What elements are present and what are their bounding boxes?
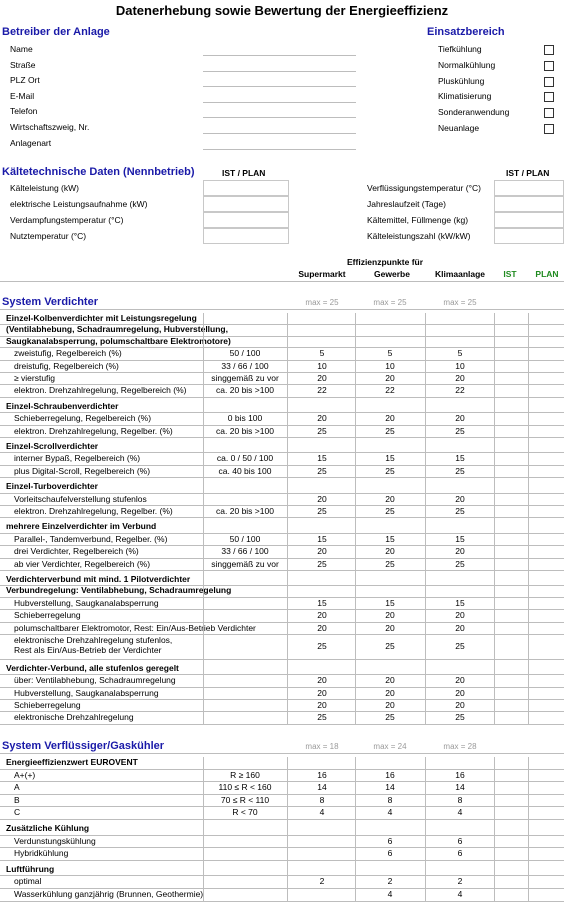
kaelte-right-input[interactable] — [494, 180, 564, 196]
table-row-range: R ≥ 160 — [230, 769, 260, 780]
table-row-label-2: Rest als Ein/Aus-Betrieb der Verdichter — [14, 645, 162, 656]
verdichter-heading: System Verdichter — [2, 296, 98, 308]
table-row-range: 50 / 100 — [229, 533, 261, 544]
table-row-label: Schieberregelung — [14, 610, 81, 621]
row-divider — [0, 819, 564, 820]
column-divider — [528, 313, 529, 724]
points-cell: 15 — [385, 453, 395, 464]
group-header: Zusätzliche Kühlung — [6, 823, 90, 833]
einsatz-option-label: Klimatisierung — [438, 91, 492, 102]
kaelte-left-input[interactable] — [203, 196, 289, 212]
einsatz-option-label: Normalkühlung — [438, 59, 496, 70]
col-supermarkt: Supermarkt — [298, 269, 346, 279]
points-cell: 15 — [317, 453, 327, 464]
points-cell: 5 — [457, 348, 463, 359]
points-cell: 20 — [455, 610, 465, 621]
row-divider — [0, 397, 564, 398]
betreiber-field-input[interactable] — [203, 71, 356, 72]
group-header: Einzel-Kolbenverdichter mit Leistungsregelung — [6, 313, 197, 323]
table-row-label: elektronische Drehzahlregelung — [14, 712, 134, 723]
table-row-range: ca. 40 bis 100 — [218, 465, 272, 476]
points-cell: 2 — [319, 876, 325, 887]
kaelte-left-input[interactable] — [203, 228, 289, 244]
row-divider — [0, 860, 564, 861]
table-row-label: A — [14, 782, 20, 793]
betreiber-field-label: PLZ Ort — [10, 75, 40, 86]
points-cell: 22 — [385, 385, 395, 396]
points-cell: 15 — [317, 533, 327, 544]
table-row-label: Vorleitschaufelverstellung stufenlos — [14, 493, 147, 504]
kaelte-right-input[interactable] — [494, 228, 564, 244]
table-row-label: C — [14, 807, 21, 818]
points-cell: 6 — [457, 848, 463, 859]
verdichter-max-gewerbe: max = 25 — [373, 298, 407, 307]
points-cell: 22 — [317, 385, 327, 396]
betreiber-field-input[interactable] — [203, 133, 356, 134]
kaelte-right-label: Kälteleistungszahl (kW/kW) — [367, 231, 471, 241]
points-cell: 10 — [385, 360, 395, 371]
points-cell: 15 — [455, 533, 465, 544]
einsatz-option-label: Sonderanwendung — [438, 107, 510, 118]
points-cell: 20 — [385, 700, 395, 710]
column-divider — [287, 757, 288, 901]
points-cell: 25 — [317, 558, 327, 569]
kaelte-right-label: Jahreslaufzeit (Tage) — [367, 199, 446, 209]
column-divider — [494, 313, 495, 724]
group-header: Saugkanalabsperrung, polumschaltbare Elektromotore) — [6, 335, 231, 346]
points-cell: 6 — [457, 835, 463, 846]
points-cell: 4 — [387, 807, 393, 818]
column-divider — [425, 757, 426, 901]
points-cell: 6 — [387, 848, 393, 859]
points-cell: 4 — [457, 807, 463, 818]
points-cell: 20 — [455, 687, 465, 698]
betreiber-field-label: Name — [10, 44, 33, 54]
points-cell: 5 — [387, 348, 393, 359]
points-cell: 25 — [385, 506, 395, 516]
points-cell: 25 — [385, 641, 395, 652]
kaelte-right-label: Kältemittel, Füllmenge (kg) — [367, 215, 469, 225]
points-cell: 20 — [317, 700, 327, 710]
points-cell: 16 — [455, 769, 465, 780]
kaelte-left-label: Verdampfungstemperatur (°C) — [10, 215, 124, 225]
group-header: (Ventilabhebung, Schadraumregelung, Hubverstellung, — [6, 324, 228, 335]
points-cell: 22 — [455, 385, 465, 396]
betreiber-field-input[interactable] — [203, 117, 356, 118]
einsatz-checkbox[interactable] — [544, 45, 554, 55]
column-divider — [355, 313, 356, 724]
betreiber-field-input[interactable] — [203, 55, 356, 56]
table-row-label: elektron. Drehzahlregelung, Regelber. (%) — [14, 425, 173, 436]
table-row-range: 0 bis 100 — [227, 413, 263, 424]
points-cell: 20 — [317, 687, 327, 698]
column-divider — [203, 313, 204, 724]
column-divider — [287, 313, 288, 724]
points-cell: 8 — [319, 794, 325, 805]
page-title: Datenerhebung sowie Bewertung der Energieeffizienz — [115, 3, 449, 18]
group-header: Energieeffizienzwert EUROVENT — [6, 757, 138, 767]
group-header: Einzel-Scrollverdichter — [6, 441, 99, 451]
row-divider — [0, 437, 564, 438]
table-row-label: B — [14, 794, 20, 805]
einsatz-option-label: Tiefkühlung — [438, 44, 482, 54]
points-cell: 20 — [317, 675, 327, 686]
points-cell: 20 — [385, 687, 395, 698]
table-row-range: ca. 20 bis >100 — [216, 425, 274, 436]
points-cell: 20 — [317, 373, 327, 383]
einsatz-heading: Einsatzbereich — [427, 26, 505, 38]
points-cell: 20 — [385, 622, 395, 633]
table-row-label: elektron. Drehzahlregelung, Regelber. (%) — [14, 506, 173, 516]
points-cell: 20 — [455, 413, 465, 424]
table-row-range: singgemäß zu vor — [211, 558, 279, 569]
einsatz-checkbox[interactable] — [544, 124, 554, 134]
points-cell: 2 — [387, 876, 393, 887]
kaelte-left-input[interactable] — [203, 212, 289, 228]
verfluessiger-max-supermarkt: max = 18 — [305, 742, 339, 751]
table-row-range: R < 70 — [232, 807, 258, 818]
points-cell: 8 — [387, 794, 393, 805]
col-klimaanlage: Klimaanlage — [434, 269, 486, 279]
group-header: Luftführung — [6, 863, 55, 874]
points-cell: 15 — [317, 597, 327, 608]
table-row-label: elektronische Drehzahlregelung stufenlos, — [14, 635, 173, 645]
points-cell: 15 — [455, 597, 465, 608]
ist-plan-right-header: IST / PLAN — [506, 168, 550, 178]
points-cell: 5 — [319, 348, 325, 359]
points-cell: 20 — [317, 622, 327, 633]
points-cell: 20 — [317, 546, 327, 557]
verfluessiger-heading: System Verflüssiger/Gaskühler — [2, 740, 165, 752]
effizienz-header: Effizienzpunkte für — [347, 257, 424, 267]
table-row-label: interner Bypaß, Regelbereich (%) — [14, 453, 141, 464]
group-header: mehrere Einzelverdichter im Verbund — [6, 521, 157, 532]
verfluessiger-max-gewerbe: max = 24 — [373, 742, 407, 751]
points-cell: 25 — [455, 506, 465, 516]
points-cell: 25 — [385, 465, 395, 476]
row-divider — [0, 477, 564, 478]
points-cell: 25 — [317, 465, 327, 476]
kaelte-left-label: Nutztemperatur (°C) — [10, 231, 87, 241]
group-header: Einzel-Turboverdichter — [6, 481, 98, 492]
points-cell: 25 — [385, 558, 395, 569]
points-cell: 25 — [317, 641, 327, 652]
table-row-label: plus Digital-Scroll, Regelbereich (%) — [14, 465, 151, 476]
einsatz-option-label: Pluskühlung — [438, 75, 485, 86]
column-divider — [203, 757, 204, 901]
points-cell: 20 — [455, 675, 465, 686]
betreiber-field-label: Anlagenart — [10, 137, 52, 148]
kaelte-left-input[interactable] — [203, 180, 289, 196]
table-row-range: ca. 20 bis >100 — [216, 385, 274, 396]
kaelte-right-input[interactable] — [494, 212, 564, 228]
table-row-label: elektron. Drehzahlregelung, Regelbereich (%) — [14, 385, 187, 396]
points-cell: 14 — [317, 782, 327, 793]
einsatz-checkbox[interactable] — [544, 92, 554, 102]
table-row-label: optimal — [14, 876, 42, 887]
points-cell: 20 — [385, 493, 395, 504]
col-gewerbe: Gewerbe — [374, 269, 410, 279]
points-cell: 16 — [317, 769, 327, 780]
betreiber-field-label: Wirtschaftszweig, Nr. — [10, 122, 90, 132]
points-cell: 25 — [385, 425, 395, 436]
points-cell: 20 — [385, 373, 395, 383]
column-divider — [528, 757, 529, 901]
table-row-label: Schieberregelung — [14, 700, 81, 710]
einsatz-option-label: Neuanlage — [438, 123, 480, 133]
points-cell: 25 — [317, 506, 327, 516]
verfluessiger-max-klima: max = 28 — [443, 742, 477, 751]
points-cell: 20 — [317, 493, 327, 504]
points-cell: 25 — [455, 425, 465, 436]
table-row-label: über: Ventilabhebung, Schadraumregelung — [14, 675, 176, 686]
table-row-range: ca. 0 / 50 / 100 — [216, 453, 274, 464]
points-cell: 6 — [387, 835, 393, 846]
table-row-range: 70 ≤ R < 110 — [220, 794, 270, 805]
column-divider — [355, 757, 356, 901]
column-divider — [494, 757, 495, 901]
betreiber-field-label: Telefon — [10, 106, 38, 117]
points-cell: 25 — [455, 712, 465, 723]
table-row-label: dreistufig, Regelbereich (%) — [14, 360, 119, 371]
group-header: Verbundregelung: Ventilabhebung, Schadraumregelung — [6, 585, 232, 596]
table-row-label: Hybridkühlung — [14, 848, 69, 859]
kaelte-heading: Kältetechnische Daten (Nennbetrieb) — [2, 166, 195, 178]
points-cell: 25 — [317, 425, 327, 436]
points-cell: 10 — [317, 360, 327, 371]
points-cell: 4 — [319, 807, 325, 818]
points-cell: 20 — [385, 413, 395, 424]
points-cell: 15 — [455, 453, 465, 464]
points-cell: 20 — [455, 700, 465, 710]
verdichter-max-klima: max = 25 — [443, 298, 477, 307]
table-row-range: 110 ≤ R < 160 — [218, 782, 272, 793]
points-cell: 14 — [385, 782, 395, 793]
points-cell: 20 — [385, 610, 395, 621]
kaelte-left-label: elektrische Leistungsaufnahme (kW) — [10, 199, 148, 209]
points-cell: 20 — [455, 622, 465, 633]
table-row-label: polumschaltbarer Elektromotor, Rest: Ein/Aus-Betrieb Verdichter — [14, 622, 256, 633]
col-ist: IST — [503, 269, 517, 279]
points-cell: 25 — [385, 712, 395, 723]
points-cell: 4 — [387, 889, 393, 899]
table-row-range: singgemäß zu vor — [211, 373, 279, 383]
table-row-label: zweistufig, Regelbereich (%) — [14, 348, 122, 359]
column-divider — [425, 313, 426, 724]
betreiber-field-label: Straße — [10, 59, 36, 70]
row-divider — [0, 517, 564, 518]
kaelte-right-input[interactable] — [494, 196, 564, 212]
points-cell: 2 — [457, 876, 463, 887]
row-divider — [0, 659, 564, 660]
points-cell: 20 — [317, 413, 327, 424]
points-cell: 15 — [385, 597, 395, 608]
points-cell: 25 — [317, 712, 327, 723]
betreiber-field-label: E-Mail — [10, 90, 35, 101]
betreiber-heading: Betreiber der Anlage — [2, 26, 110, 38]
points-cell: 15 — [385, 533, 395, 544]
points-cell: 8 — [457, 794, 463, 805]
table-row-label: Hubverstellung, Saugkanalabsperrung — [14, 687, 159, 698]
kaelte-right-label: Verflüssigungstemperatur (°C) — [367, 183, 481, 193]
table-row-range: 50 / 100 — [229, 348, 261, 359]
ist-plan-left-header: IST / PLAN — [222, 168, 266, 178]
table-row-label: ab vier Verdichter, Regelbereich (%) — [14, 558, 151, 569]
points-cell: 25 — [455, 558, 465, 569]
points-cell: 14 — [455, 782, 465, 793]
row-divider — [0, 570, 564, 571]
table-row-label: Schieberregelung, Regelbereich (%) — [14, 413, 152, 424]
table-row-label: Verdunstungskühlung — [14, 835, 96, 846]
group-header: Verdichterverbund mit mind. 1 Pilotverdichter — [6, 574, 191, 584]
table-row-range: ca. 20 bis >100 — [216, 506, 274, 516]
kaelte-left-label: Kälteleistung (kW) — [10, 183, 79, 193]
points-cell: 25 — [455, 641, 465, 652]
table-row-label: Wasserkühlung ganzjährig (Brunnen, Geothermie) — [14, 889, 204, 899]
points-cell: 20 — [317, 610, 327, 621]
points-cell: 20 — [385, 546, 395, 557]
table-row-label: Parallel-, Tandemverbund, Regelber. (%) — [14, 533, 168, 544]
row-divider — [0, 724, 564, 725]
table-row-label: A+(+) — [14, 769, 36, 780]
points-cell: 10 — [455, 360, 465, 371]
group-header: Einzel-Schraubenverdichter — [6, 400, 119, 411]
col-plan: PLAN — [535, 269, 559, 279]
table-row-label: Hubverstellung, Saugkanalabsperrung — [14, 597, 159, 608]
einsatz-checkbox[interactable] — [544, 77, 554, 87]
betreiber-field-input[interactable] — [203, 149, 356, 150]
verdichter-max-supermarkt: max = 25 — [305, 298, 339, 307]
einsatz-checkbox[interactable] — [544, 108, 554, 118]
points-cell: 16 — [385, 769, 395, 780]
table-row-range: 33 / 66 / 100 — [221, 546, 269, 557]
einsatz-checkbox[interactable] — [544, 61, 554, 71]
table-row-label: drei Verdichter, Regelbereich (%) — [14, 546, 139, 557]
betreiber-field-input[interactable] — [203, 86, 356, 87]
betreiber-field-input[interactable] — [203, 102, 356, 103]
points-cell: 25 — [455, 465, 465, 476]
points-cell: 20 — [455, 546, 465, 557]
points-cell: 20 — [385, 675, 395, 686]
group-header: Verdichter-Verbund, alle stufenlos geregelt — [6, 662, 179, 673]
points-cell: 20 — [455, 493, 465, 504]
table-row-label: ≥ vierstufig — [14, 373, 56, 383]
row-divider — [0, 901, 564, 902]
points-cell: 4 — [457, 889, 463, 899]
points-cell: 20 — [455, 373, 465, 383]
table-row-range: 33 / 66 / 100 — [221, 360, 269, 371]
